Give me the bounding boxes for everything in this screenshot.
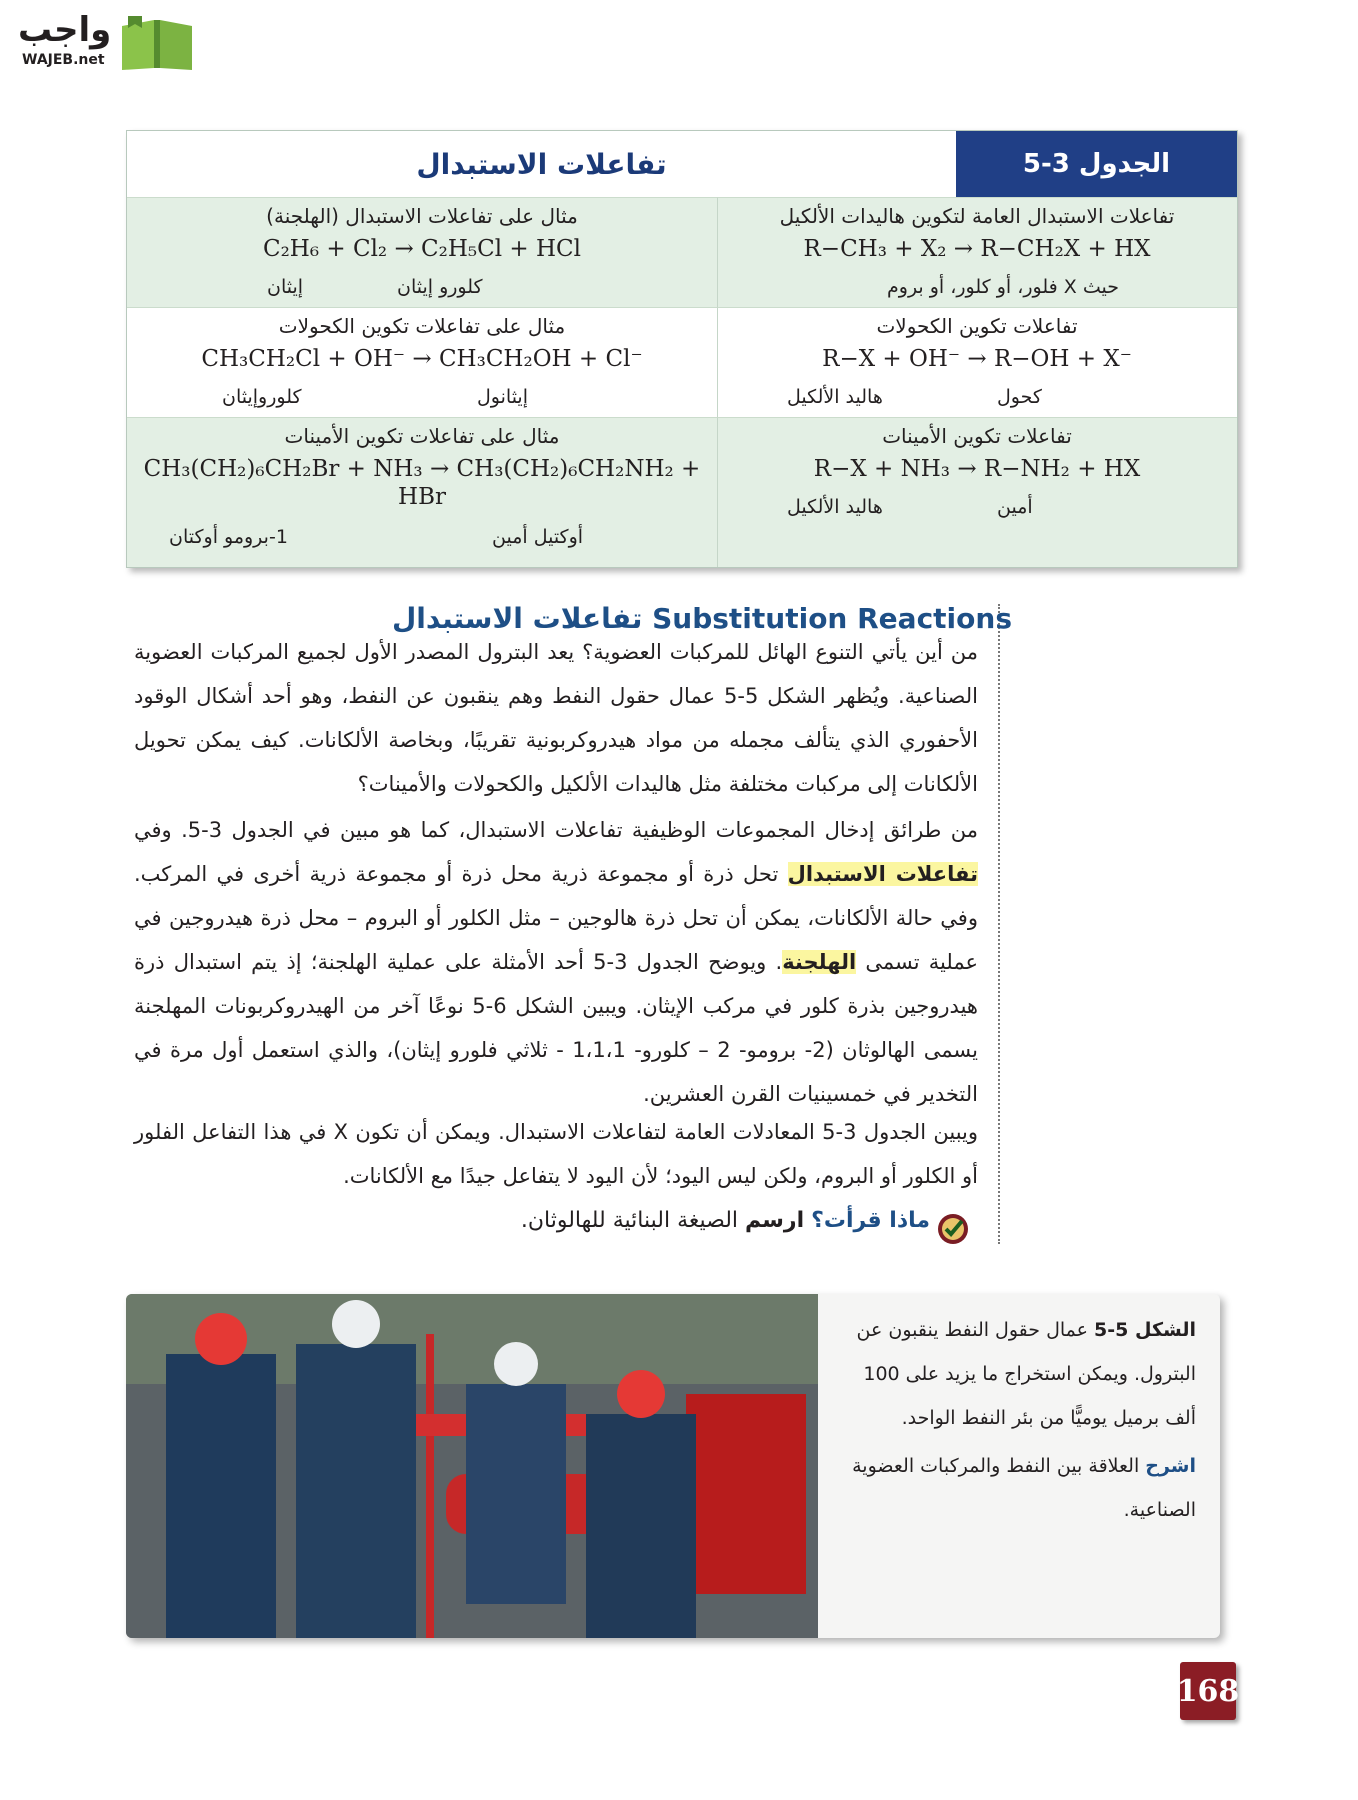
general-reaction-cell (717, 197, 1237, 307)
key-term-highlight: تفاعلات الاستبدال (787, 862, 978, 886)
paragraph-text: تحل ذرة أو مجموعة ذرية محل ذرة أو مجموعة ذرية أخرى في المركب. وفي حالة الألكانات، يمكن أن تحل ذرة هالوجين – مثل الكلور أو البروم – محل ذرة هيدروجين في عملية تسمى (134, 862, 978, 974)
reading-check-label: ماذا قرأت؟ (811, 1208, 930, 1233)
cell-label: هاليد الألكيل (787, 386, 883, 408)
general-reaction-cell (717, 417, 1237, 567)
cell-heading: مثال على تفاعلات الاستبدال (الهلجنة) (266, 204, 578, 228)
cell-label: إيثان (267, 276, 304, 298)
checkmark-icon (936, 1212, 970, 1246)
cell-label: أوكتيل أمين (492, 526, 584, 548)
book-icon (118, 12, 196, 72)
cell-heading: تفاعلات الاستبدال العامة لتكوين هاليدات الألكيل (779, 204, 1175, 228)
example-equation: C₂H₆ + Cl₂ → C₂H₅Cl + HCl (262, 236, 581, 262)
general-equation: R−X + NH₃ → R−NH₂ + HX (813, 456, 1141, 482)
section-title: تفاعلات الاستبدال Substitution Reactions (392, 602, 1012, 635)
paragraph: ويبين الجدول 3-5 المعادلات العامة لتفاعلات الاستبدال. ويمكن أن تكون X في هذا التفاعل الفلور أو الكلور أو البروم، ولكن ليس اليود؛ لأن اليود لا يتفاعل جيدًا مع الألكانات. (134, 1120, 979, 1188)
caption-text: عمال حقول النفط ينقبون عن البترول. ويمكن استخراج ما يزيد على 100 ألف برميل يوميًّا من بئر النفط الواحد. (856, 1319, 1196, 1429)
cell-heading: تفاعلات تكوين الأمينات (882, 424, 1072, 448)
caption-question (846, 1444, 1196, 1532)
reading-check-text: الصيغة البنائية للهالوثان. (520, 1208, 739, 1233)
cell-label: أمين (997, 496, 1033, 518)
cell-label: كلوروإيثان (222, 386, 302, 408)
section-margin-rule (998, 604, 1001, 1244)
explain-text: العلاقة بين النفط والمركبات العضوية الصناعية. (852, 1455, 1196, 1521)
caption-body (846, 1308, 1196, 1440)
example-equation-line: HBr (398, 484, 446, 510)
cell-note: حيث X فلور، أو كلور، أو بروم (887, 276, 1119, 298)
reading-check-verb: ارسم (745, 1208, 805, 1233)
example-equation: CH₃CH₂Cl + OH⁻ → CH₃CH₂OH + Cl⁻ (201, 346, 643, 372)
cell-label: كحول (997, 386, 1042, 408)
cell-label: إيثانول (477, 386, 528, 408)
oil-workers-photo (126, 1294, 818, 1638)
general-equation: R−X + OH⁻ → R−OH + X⁻ (822, 346, 1132, 372)
paragraph-text: من طرائق إدخال المجموعات الوظيفية تفاعلات الاستبدال، كما هو مبين في الجدول 3-5. وفي (134, 818, 978, 842)
figure-caption (846, 1308, 1196, 1532)
example-reaction-cell (127, 307, 718, 417)
table-header (127, 131, 1237, 198)
general-reaction-cell (717, 307, 1237, 417)
paragraph-text: . ويوضح الجدول 3-5 أحد الأمثلة على عملية الهلجنة؛ إذ يتم استبدال ذرة هيدروجين بذرة كلور في مركب الإيثان. ويبين الشكل 6-5 نوعًا آخر من الهيدروكربونات المهلجنة يسمى الهالوثان (2- برومو- 2 – كلورو- 1،1،1 - ثلاثي فلورو إيثان)، والذي استعمل أول مرة في التخدير في خمسينيات القرن العشرين. (134, 950, 978, 1106)
table-row (127, 197, 1237, 307)
example-equation-line: CH₃(CH₂)₆CH₂Br + NH₃ → CH₃(CH₂)₆CH₂NH₂ + (143, 456, 701, 482)
cell-heading: مثال على تفاعلات تكوين الأمينات (284, 424, 560, 448)
table-title: تفاعلات الاستبدال (127, 131, 956, 197)
page-number: 168 (1180, 1662, 1236, 1720)
figure-label: الشكل 5-5 (1094, 1319, 1196, 1341)
explain-verb: اشرح (1145, 1455, 1196, 1477)
cell-label: هاليد الألكيل (787, 496, 883, 518)
cell-heading: تفاعلات تكوين الكحولات (876, 314, 1078, 338)
general-equation: R−CH₃ + X₂ → R−CH₂X + HX (803, 236, 1151, 262)
key-term-highlight: الهلجنة (782, 950, 857, 974)
logo-arabic-text: واجب (18, 10, 112, 50)
site-logo (10, 8, 190, 70)
reading-check (500, 1208, 930, 1233)
logo-latin-text: WAJEB.net (22, 52, 105, 68)
table-label: الجدول 3-5 (956, 131, 1237, 197)
table-row (127, 307, 1237, 417)
table-row (127, 417, 1237, 567)
paragraph (134, 808, 978, 1116)
example-reaction-cell (127, 197, 718, 307)
substitution-reactions-table (126, 130, 1238, 568)
cell-label: 1-برومو أوكتان (169, 526, 288, 548)
example-reaction-cell (127, 417, 718, 567)
paragraph: من أين يأتي التنوع الهائل للمركبات العضوية؟ يعد البترول المصدر الأول لجميع المركبات العضوية الصناعية. ويُظهر الشكل 5-5 عمال حقول النفط وهم ينقبون عن النفط، وهو أحد أشكال الوقود الأحفوري الذي يتألف مجمله من مواد هيدروكربونية تقريبًا، وبخاصة الألكانات. كيف يمكن تحويل الألكانات إلى مركبات مختلفة مثل هاليدات الألكيل والكحولات والأمينات؟ (134, 640, 978, 796)
cell-label: كلورو إيثان (397, 276, 483, 298)
cell-heading: مثال على تفاعلات تكوين الكحولات (278, 314, 566, 338)
